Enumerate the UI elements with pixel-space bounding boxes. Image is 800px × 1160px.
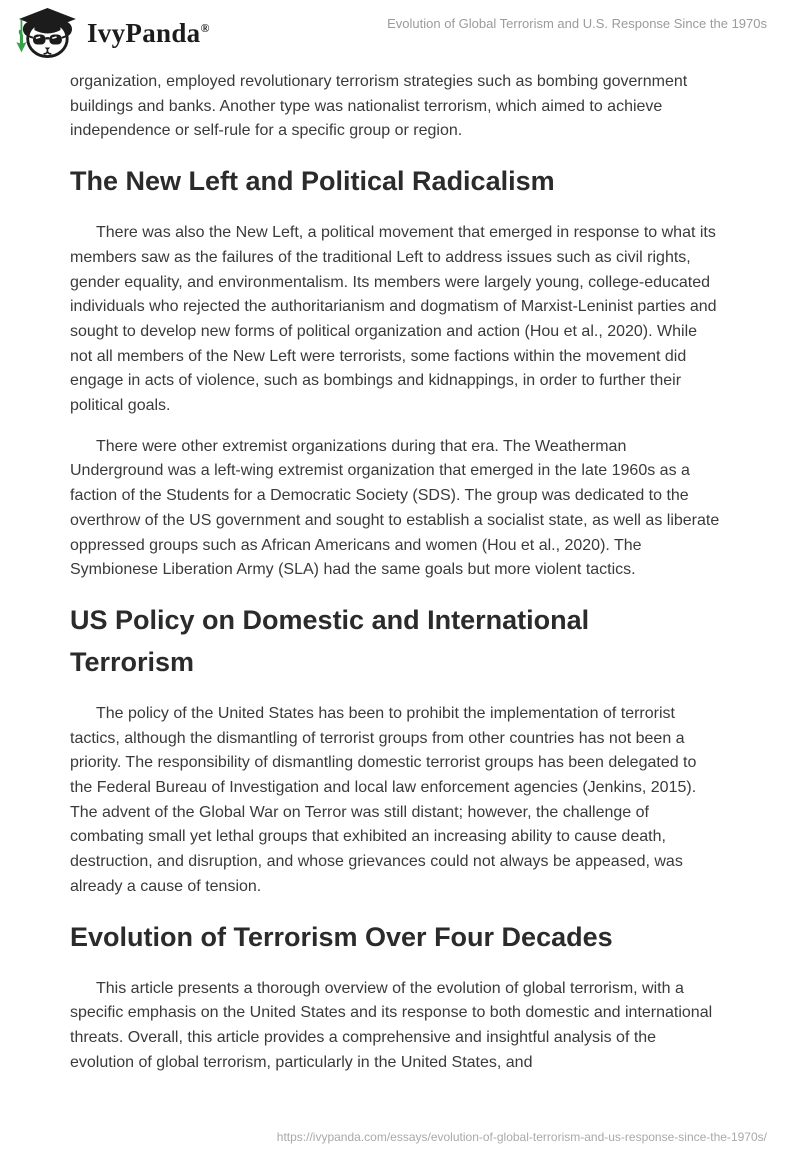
document-title: Evolution of Global Terrorism and U.S. Response Since the 1970s xyxy=(387,16,767,31)
paragraph: The policy of the United States has been to prohibit the implementation of terrorist tactics, although the dismantling of terrorist groups from other countries has not been a priority. The responsibility of dismantling domestic terrorist groups has been delegated to the Federal Bureau of Investigation and local law enforcement agencies (Jenkins, 2015). The advent of the Global War on Terror was still distant; however, the challenge of combating small yet lethal groups that exhibited an increasing ability to cause death, destruction, and disruption, and whose grievances could not always be appeased, was already a cause of tension. xyxy=(70,704,697,895)
registered-trademark: ® xyxy=(200,20,210,35)
section-heading-evolution: Evolution of Terrorism Over Four Decades xyxy=(70,921,613,952)
paragraph: This article presents a thorough overview of the evolution of global terrorism, with a specific emphasis on the United States and its response to both domestic and international threats. Overall, this article provides a comprehensive and insightful analysis of the evolution of global terrorism, particularly in the United States, and xyxy=(70,979,713,1071)
section-heading-us-policy: US Policy on Domestic and International Terrorism xyxy=(70,604,590,677)
section-heading-new-left: The New Left and Political Radicalism xyxy=(70,166,555,197)
paragraph-intro-continuation: organization, employed revolutionary terrorism strategies such as bombing government buildings and banks. Another type was nationalist terrorism, which aimed to achieve independence or self-rule for a specific group or region. xyxy=(70,73,688,140)
logo-wordmark-text: IvyPanda xyxy=(87,17,201,48)
article-content xyxy=(70,70,720,1091)
logo-wordmark xyxy=(87,17,210,48)
source-url[interactable]: https://ivypanda.com/essays/evolution-of-global-terrorism-and-us-response-since-the-1970s/ xyxy=(276,1130,767,1144)
ivypanda-logo[interactable] xyxy=(14,7,210,59)
paragraph: There was also the New Left, a political movement that emerged in response to what its members saw as the failures of the traditional Left to address issues such as civil rights, gender equality, and environmentalism. Its members were largely young, college-educated individuals who rejected the authoritarianism and dogmatism of Marxist-Leninist parties and sought to develop new forms of political organization and action (Hou et al., 2020). While not all members of the New Left were terrorists, some factions within the movement did engage in acts of violence, such as bombings and kidnappings, in order to further their political goals. xyxy=(70,224,717,415)
paragraph: There were other extremist organizations during that era. The Weatherman Underground was a left-wing extremist organization that emerged in the late 1960s as a faction of the Students for a Democratic Society (SDS). The group was dedicated to the overthrow of the US government and sought to establish a socialist state, as well as liberate oppressed groups such as African Americans and women (Hou et al., 2020). The Symbionese Liberation Army (SLA) had the same goals but more violent tactics. xyxy=(70,437,720,579)
panda-graduate-icon xyxy=(14,7,78,59)
